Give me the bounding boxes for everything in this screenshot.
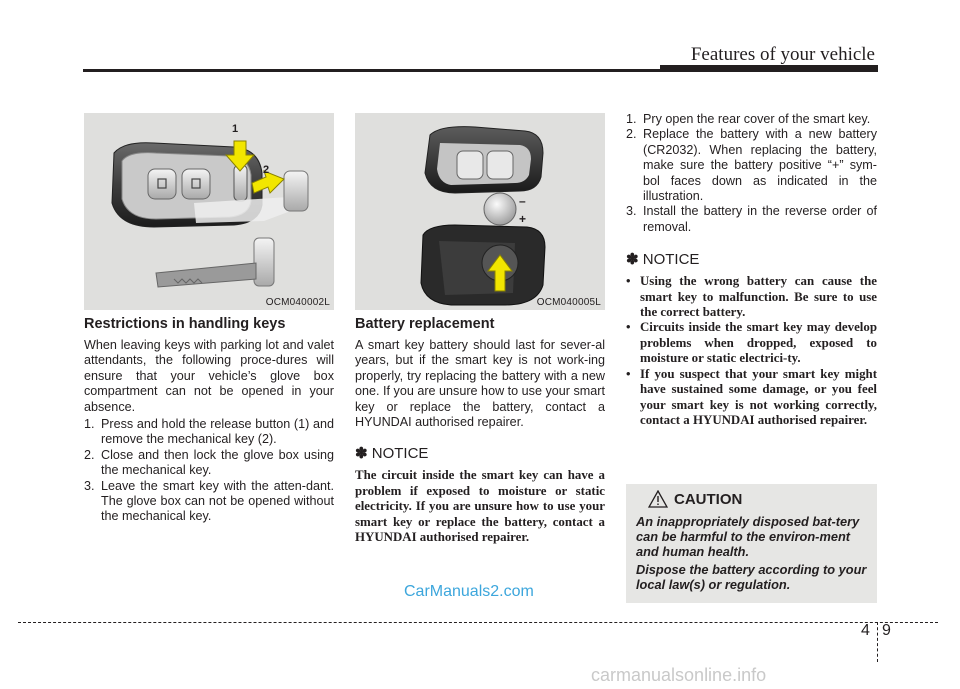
list-item: 2. Close and then lock the glove box using the mechanical key. xyxy=(84,447,334,478)
header-rule xyxy=(83,69,660,72)
battery-section xyxy=(355,316,605,545)
page-number: 9 xyxy=(882,622,891,639)
header-rule-thick xyxy=(660,65,878,72)
figure-code-label: OCM040002L xyxy=(265,297,330,308)
section-title: Restrictions in handling keys xyxy=(84,316,286,332)
notice-star-icon: ✽ xyxy=(626,251,639,269)
caution-title: CAUTION xyxy=(674,490,743,508)
list-item: • Circuits inside the smart key may develop problems when dropped, exposed to moisture or static electrici-ty. xyxy=(626,320,877,366)
callout-2: 2 xyxy=(263,164,270,176)
battery-illustration xyxy=(355,113,605,310)
caution-heading xyxy=(648,490,878,508)
notice-bullets xyxy=(626,274,877,428)
caution-box xyxy=(626,484,877,603)
restrictions-intro: When leaving keys with parking lot and valet attendants, the following proce-dures will ensure that your vehicle’s glove box compartment can not be opened in your absence. xyxy=(84,338,334,414)
list-item: 3. Leave the smart key with the atten-dant. The glove box can not be opened without the mechanical key. xyxy=(84,478,334,524)
caution-para-1: An inappropriately disposed bat-tery can be harmful to the environ-ment and human health. xyxy=(636,514,860,559)
footer-divider xyxy=(877,622,878,662)
smart-key-illustration xyxy=(84,113,334,310)
list-item: • Using the wrong battery can cause the smart key to malfunction. Be sure to use the correct battery. xyxy=(626,274,877,320)
section-title: Battery replacement xyxy=(355,316,495,332)
warning-triangle-icon xyxy=(648,490,668,508)
list-item: • If you suspect that your smart key might have sustained some damage, or you feel your smart key is not working correctly, contact a HYUNDAI authorised repairer. xyxy=(626,366,877,427)
battery-intro: A smart key battery should last for sever-al years, but if the smart key is not work-ing properly, try replacing the battery with a new one. If you are unsure how to use your smart key or replace the battery, contact a HYUNDAI authorised repairer. xyxy=(355,338,605,430)
callout-1: 1 xyxy=(232,123,239,135)
watermark-bottom: carmanualsonline.info xyxy=(591,665,767,685)
restrictions-steps xyxy=(84,417,334,525)
figure-battery-replacement xyxy=(355,113,605,310)
figure-code-label: OCM040005L xyxy=(536,297,601,308)
notice-title: NOTICE xyxy=(642,251,700,269)
caution-para-2: Dispose the battery according to your local law(s) or regulation. xyxy=(636,562,867,592)
minus-sign: – xyxy=(519,194,526,208)
list-item: 1. Press and hold the release button (1) and remove the mechanical key (2). xyxy=(84,417,334,447)
notice-heading xyxy=(355,444,605,462)
notice-star-icon: ✽ xyxy=(355,445,368,463)
replace-steps-section xyxy=(626,112,877,428)
figure-smart-key-mechanical xyxy=(84,113,334,310)
notice-heading xyxy=(626,250,877,268)
notice-text: The circuit inside the smart key can have a problem if exposed to moisture or static electricity. If you are unsure how to use your smart key or replace the battery, contact a HYUNDAI authorised repairer. xyxy=(355,468,605,545)
restrictions-section xyxy=(84,316,334,525)
replace-steps xyxy=(626,112,877,235)
running-header: Features of your vehicle xyxy=(690,44,875,65)
plus-sign: + xyxy=(519,212,527,226)
list-item: 2. Replace the battery with a new battery (CR2032). When replacing the battery, make sure the battery positive “+” sym-bol faces down as indicated in the illustration. xyxy=(626,127,877,204)
list-item: 1. Pry open the rear cover of the smart key. xyxy=(626,112,871,126)
chapter-number: 4 xyxy=(861,622,870,639)
notice-title: NOTICE xyxy=(371,445,429,463)
footer-rule xyxy=(18,622,938,623)
watermark-top: CarManuals2.com xyxy=(404,583,534,600)
list-item: 3. Install the battery in the reverse order of removal. xyxy=(626,204,877,234)
